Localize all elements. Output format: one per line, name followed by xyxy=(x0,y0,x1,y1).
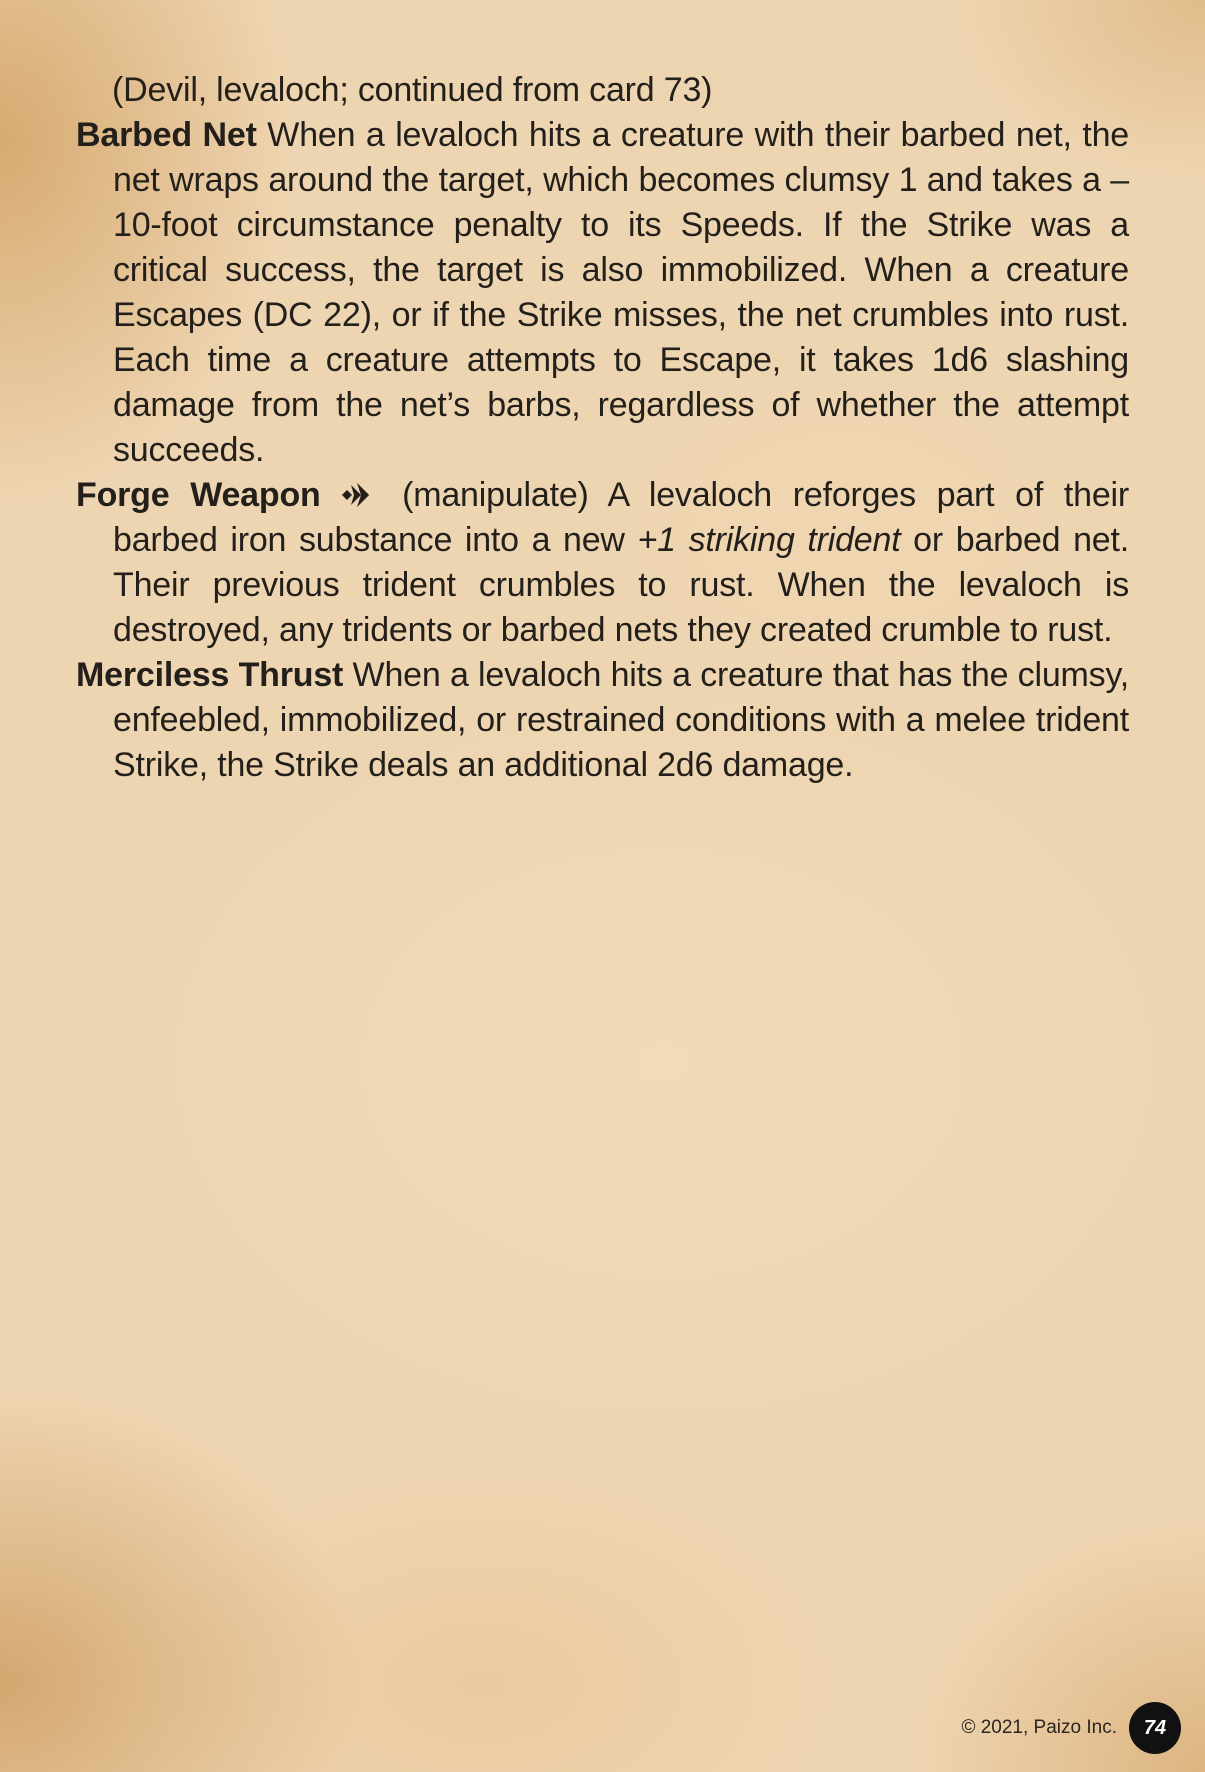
ability-name: Merciless Thrust xyxy=(76,656,344,694)
ability-merciless-thrust xyxy=(76,653,1129,788)
ability-text-block xyxy=(76,68,1129,788)
page-number-badge: 74 xyxy=(1129,1702,1181,1754)
ability-name: Barbed Net xyxy=(76,116,257,154)
page-footer xyxy=(961,1702,1181,1754)
ability-description: (manipulate) A levaloch reforges part of their barbed iron substance into a new xyxy=(113,476,1129,559)
ability-description: When a levaloch hits a creature that has the clumsy, enfeebled, immobilized, or restrained conditions with a melee trident Strike, the Strike deals an additional 2d6 damage. xyxy=(113,656,1129,784)
ability-forge-weapon xyxy=(76,473,1129,653)
item-name: +1 striking trident xyxy=(637,521,901,559)
ability-name: Forge Weapon xyxy=(76,476,321,514)
copyright-text: © 2021, Paizo Inc. xyxy=(961,1717,1117,1738)
ability-description-cont: or barbed net. Their previous trident crumbles to rust. When the levaloch is destroyed, any tridents or barbed nets they created crumble to rust. xyxy=(113,521,1129,649)
ability-barbed-net xyxy=(76,113,1129,473)
ability-description: When a levaloch hits a creature with their barbed net, the net wraps around the target, which becomes clumsy 1 and takes a –10-foot circumstance penalty to its Speeds. If the Strike was a critical success, the target is also immobilized. When a creature Escapes (DC 22), or if the Strike misses, the net crumbles into rust. Each time a creature attempts to Escape, it takes 1d6 slashing damage from the net’s barbs, regardless of whether the attempt succeeds. xyxy=(113,116,1130,469)
continued-note: (Devil, levaloch; continued from card 73) xyxy=(112,71,713,109)
one-action-icon xyxy=(341,482,381,508)
